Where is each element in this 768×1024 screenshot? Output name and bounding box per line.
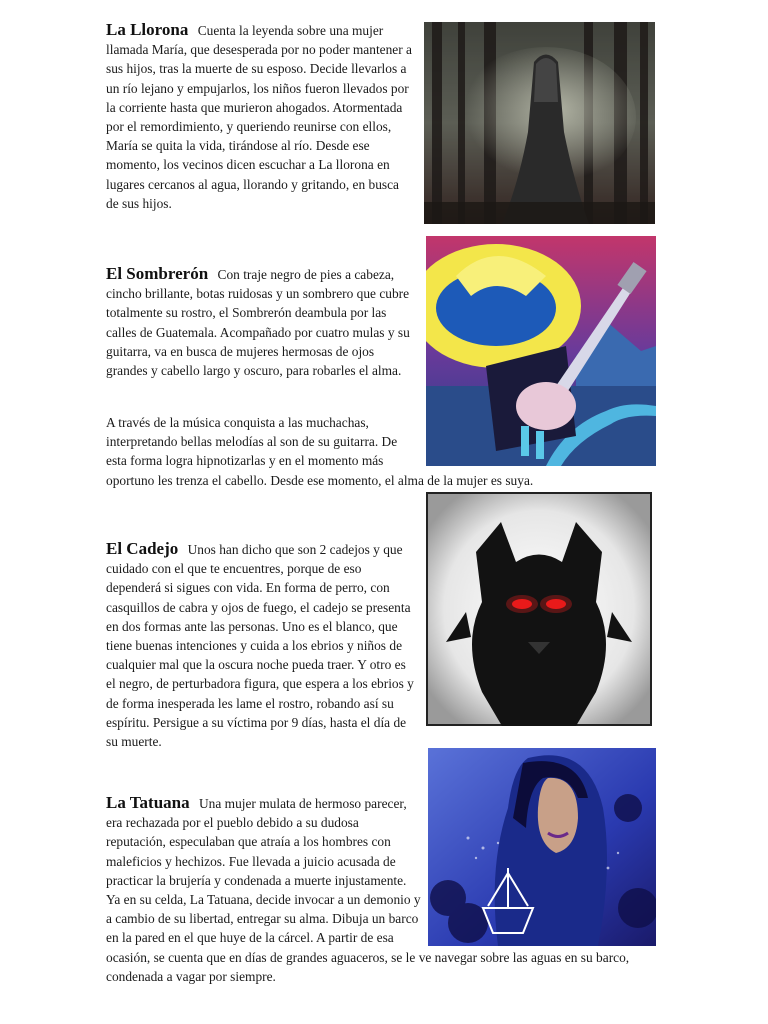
section-el-sombreron: [106, 264, 416, 380]
section-title: El Sombrerón: [106, 264, 209, 283]
section-text: [106, 539, 414, 751]
section-body: Una mujer mulata de hermoso parecer, era rechazada por el pueblo debido a su dudosa reputación, especulaban que atraía a los hombres con maleficios y hechizos. Fue llevada a juicio acusada de practicar la brujería y condenada a muerte injustamente. Ya en su celda, La Tatuana, decide invocar a un demonio y a cambio de su libertad, entregar su alma. Dibuja un barco en la pared en el que huye de la cárcel. A partir de esa ocasión, se cuenta que en días de grandes aguaceros, se le ve navegar sobre las aguas en su barco, condenada a vagar por siempre.: [106, 796, 630, 984]
section-text: [106, 20, 414, 213]
section-body-2: A través de la música conquista a las muchachas, interpretando bellas melodías al son de su guitarra. De esta forma logra hipnotizarlas y en el momento más oportuno les trenza el cabello. Desde ese momento, el alma de la mujer es suya.: [106, 415, 534, 488]
el-sombreron-image: [426, 236, 656, 466]
la-tatuana-image: [428, 748, 656, 946]
section-title: El Cadejo: [106, 539, 179, 558]
section-body: Con traje negro de pies a cabeza, cincho brillante, botas ruidosas y un sombrero que cubre totalmente su rostro, el Sombrerón deambula por las calles de Guatemala. Acompañado por cuatro mulas y su guitarra, va en busca de mujeres hermosas de ojos grandes y cabello largo y oscuro, para robarles el alma.: [106, 267, 410, 379]
el-cadejo-image: [426, 492, 652, 726]
section-la-llorona: [106, 20, 414, 213]
section-el-cadejo: [106, 539, 414, 751]
section-text: [106, 264, 416, 380]
section-title: La Tatuana: [106, 793, 190, 812]
la-llorona-image: [424, 22, 655, 224]
section-body: Cuenta la leyenda sobre una mujer llamada María, que desesperada por no poder mantener a sus hijos, tras la muerte de su esposo. Decide llevarlos a un río lejano y empujarlos, los niños fueron llevados por la corriente hasta que murieron ahogados. Atormentada por el remordimiento, y queriendo reunirse con ellos, María se quita la vida, tirándose al río. Desde ese momento, los vecinos dicen escuchar a La llorona en lugares cercanos al agua, llorando y gritando, en busca de sus hijos.: [106, 23, 412, 211]
section-title: La Llorona: [106, 20, 189, 39]
section-body: Unos han dicho que son 2 cadejos y que cuidado con el que te encuentres, porque de eso dependerá si sigues con vida. En forma de perro, con casquillos de cabra y ojos de fuego, el cadejo se presenta en dos formas ante las personas. Uno es el blanco, que tiene buenas intenciones y cuida a los ebrios y niños de cualquier mal que la oscura noche pueda traer. Y otro es el negro, de perturbadora figura, que espera a los ebrios y de forma inesperada les lame el rostro, robando así su espíritu. Persigue a su víctima por 9 días, hasta el día de su muerte.: [106, 542, 414, 750]
